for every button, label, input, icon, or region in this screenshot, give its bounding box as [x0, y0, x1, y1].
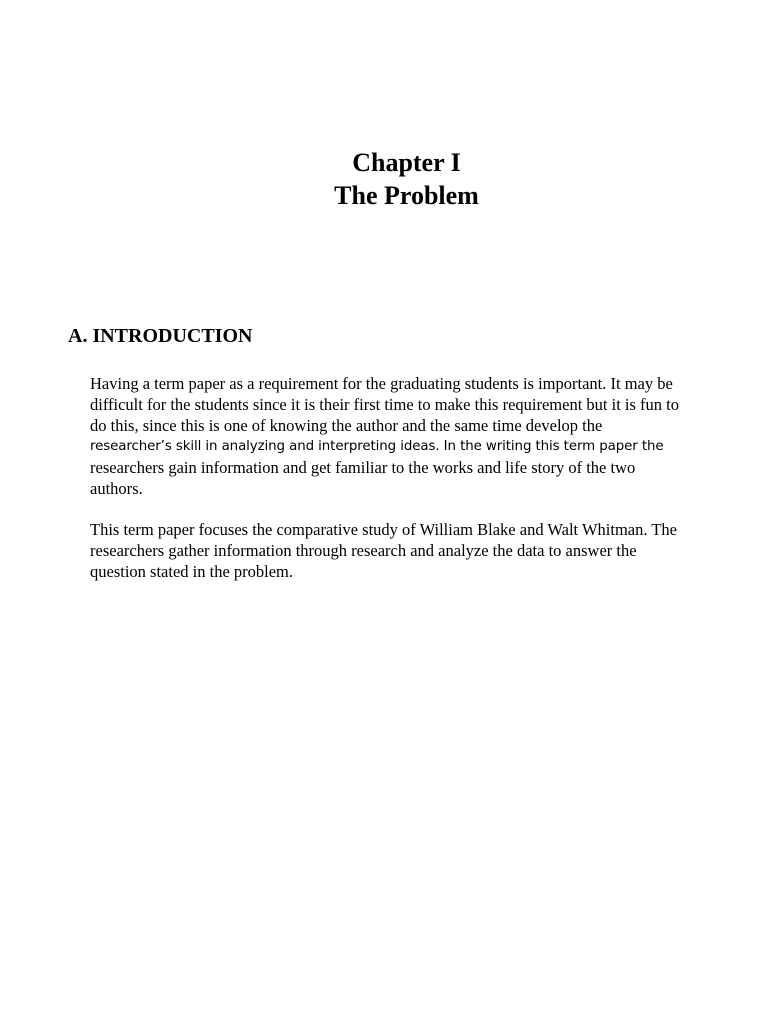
chapter-label: Chapter I: [352, 148, 461, 177]
paragraph-line: Having a term paper as a requirement for the graduating students is important. It may be: [90, 374, 673, 393]
paragraph-line: researchers gather information through research and analyze the data to answer the: [90, 541, 637, 560]
introduction-paragraph-2: [90, 519, 730, 582]
paragraph-line: researcher’s skill in analyzing and interpreting ideas. In the writing this term paper the: [90, 439, 664, 454]
paragraph-line: do this, since this is one of knowing the author and the same time develop the: [90, 416, 603, 435]
chapter-title: The Problem: [334, 181, 479, 210]
chapter-heading: [0, 146, 768, 212]
paragraph-line: question stated in the problem.: [90, 562, 294, 581]
paragraph-line: This term paper focuses the comparative study of William Blake and Walt Whitman. The: [90, 520, 677, 539]
paragraph-line: researchers gain information and get familiar to the works and life story of the two: [90, 458, 636, 477]
paragraph-line: authors.: [90, 479, 143, 498]
paragraph-line: difficult for the students since it is their first time to make this requirement but it is fun to: [90, 395, 680, 414]
introduction-paragraph-1: [90, 373, 730, 499]
section-heading-introduction: A. INTRODUCTION: [68, 325, 253, 347]
